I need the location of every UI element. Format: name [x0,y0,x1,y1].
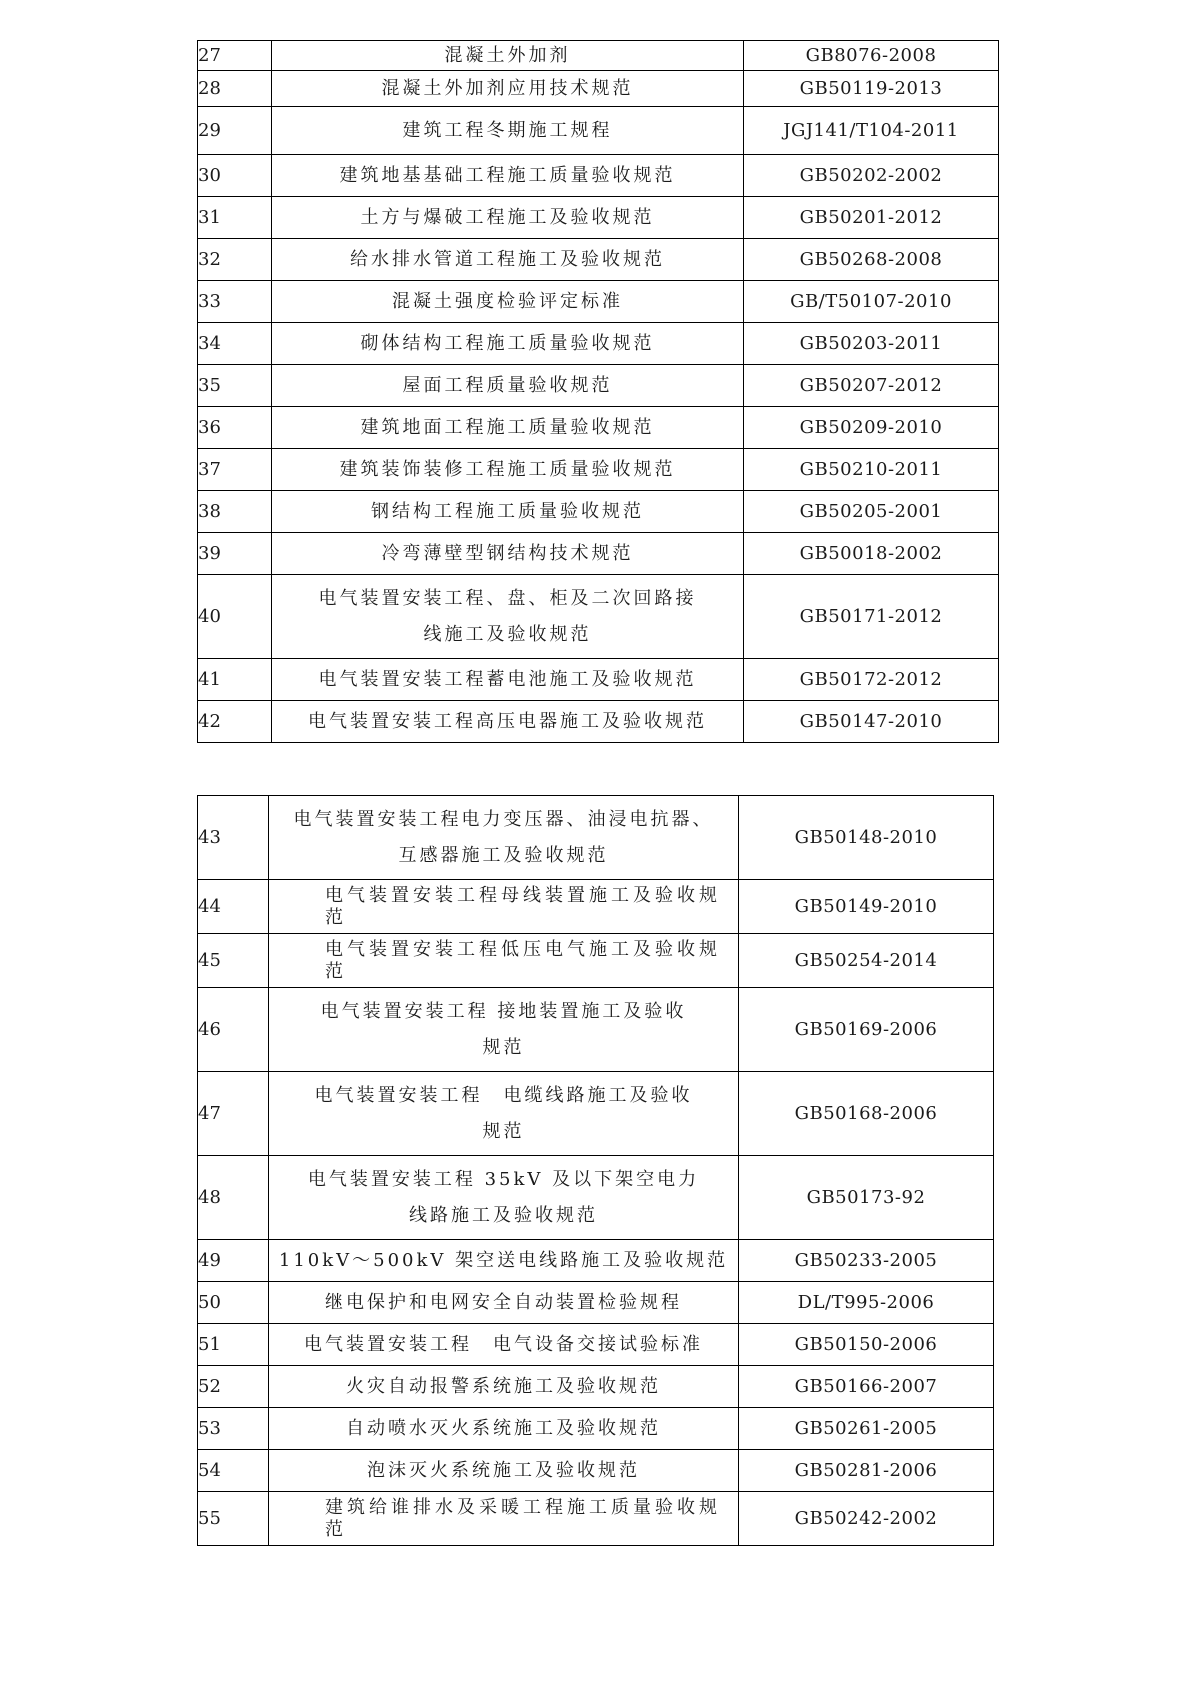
table-row [198,659,999,701]
standard-name: 电气装置安装工程 电气设备交接试验标准 [269,1324,739,1366]
table-row [198,1492,994,1546]
table-row [198,1240,994,1282]
standard-code: GB50148-2010 [739,796,994,880]
standard-code: GB50119-2013 [744,71,999,107]
table-row [198,41,999,71]
table-row [198,934,994,988]
table-row [198,1282,994,1324]
standard-code: GB50261-2005 [739,1408,994,1450]
standard-name-line2: 范 [325,1518,347,1540]
row-number: 44 [198,880,269,934]
standard-code: GB50254-2014 [739,934,994,988]
table-row [198,575,999,659]
standard-code: GB50281-2006 [739,1450,994,1492]
row-number: 27 [198,41,272,71]
standard-name: 建筑地面工程施工质量验收规范 [272,407,744,449]
standard-name: 混凝土外加剂应用技术规范 [272,71,744,107]
standard-name-line1: 建筑给谁排水及采暖工程施工质量验收规 [325,1496,721,1518]
standard-name: 冷弯薄壁型钢结构技术规范 [272,533,744,575]
table-row [198,1408,994,1450]
standard-name-line1: 电气装置安装工程电力变压器、油浸电抗器、 [293,808,714,830]
standard-code: GB8076-2008 [744,41,999,71]
standard-code: GB/T50107-2010 [744,281,999,323]
standard-code: GB50205-2001 [744,491,999,533]
row-number: 31 [198,197,272,239]
row-number: 48 [198,1156,269,1240]
standard-code: GB50201-2012 [744,197,999,239]
standard-code: GB50166-2007 [739,1366,994,1408]
standard-name-line1: 电气装置安装工程 35kV 及以下架空电力 [307,1168,700,1190]
row-number: 39 [198,533,272,575]
standard-code: GB50207-2012 [744,365,999,407]
table-row [198,1450,994,1492]
standard-name: 钢结构工程施工质量验收规范 [272,491,744,533]
standard-name-line2: 范 [325,960,347,982]
standard-code: GB50202-2002 [744,155,999,197]
table-row [198,533,999,575]
standard-code: JGJ141/T104-2011 [744,107,999,155]
standard-name-line1: 电气装置安装工程低压电气施工及验收规 [325,938,721,960]
standard-name: 建筑装饰装修工程施工质量验收规范 [272,449,744,491]
row-number: 51 [198,1324,269,1366]
row-number: 40 [198,575,272,659]
table-row [198,107,999,155]
row-number: 45 [198,934,269,988]
standard-code: GB50268-2008 [744,239,999,281]
table-row [198,1366,994,1408]
row-number: 28 [198,71,272,107]
table-row [198,701,999,743]
standard-name-line2: 线施工及验收规范 [423,623,592,645]
standard-code: GB50172-2012 [744,659,999,701]
standard-name [272,575,744,659]
standard-code: DL/T995-2006 [739,1282,994,1324]
table-row [198,988,994,1072]
table-row [198,1072,994,1156]
table-row [198,239,999,281]
standard-name: 混凝土外加剂 [272,41,744,71]
row-number: 55 [198,1492,269,1546]
standard-code: GB50147-2010 [744,701,999,743]
standard-name [269,1156,739,1240]
standard-code: GB50203-2011 [744,323,999,365]
standard-code: GB50150-2006 [739,1324,994,1366]
standard-name: 建筑工程冬期施工规程 [272,107,744,155]
table-row [198,365,999,407]
row-number: 52 [198,1366,269,1408]
standard-code: GB50149-2010 [739,880,994,934]
standard-name: 砌体结构工程施工质量验收规范 [272,323,744,365]
table-row [198,491,999,533]
table-row [198,323,999,365]
standard-name: 给水排水管道工程施工及验收规范 [272,239,744,281]
row-number: 33 [198,281,272,323]
standard-code: GB50173-92 [739,1156,994,1240]
row-number: 41 [198,659,272,701]
standard-name-line1: 电气装置安装工程、盘、柜及二次回路接 [318,587,697,609]
row-number: 43 [198,796,269,880]
standard-name: 自动喷水灭火系统施工及验收规范 [269,1408,739,1450]
table-row [198,796,994,880]
table-row [198,281,999,323]
standard-code: GB50209-2010 [744,407,999,449]
standard-code: GB50018-2002 [744,533,999,575]
standard-name-line2: 范 [325,906,347,928]
table-row [198,407,999,449]
standards-table-1 [197,40,999,743]
standard-name: 屋面工程质量验收规范 [272,365,744,407]
row-number: 50 [198,1282,269,1324]
standard-name [269,796,739,880]
table-row [198,449,999,491]
standard-name: 电气装置安装工程高压电器施工及验收规范 [272,701,744,743]
row-number: 37 [198,449,272,491]
standard-name-line1: 电气装置安装工程母线装置施工及验收规 [325,884,721,906]
table-row [198,880,994,934]
row-number: 36 [198,407,272,449]
standard-name: 土方与爆破工程施工及验收规范 [272,197,744,239]
standard-name [269,1072,739,1156]
standard-name-line2: 线路施工及验收规范 [409,1204,598,1226]
row-number: 30 [198,155,272,197]
standard-code: GB50168-2006 [739,1072,994,1156]
row-number: 53 [198,1408,269,1450]
row-number: 35 [198,365,272,407]
standard-name-line2: 规范 [482,1036,525,1058]
standard-name: 混凝土强度检验评定标准 [272,281,744,323]
row-number: 47 [198,1072,269,1156]
row-number: 46 [198,988,269,1072]
standard-name: 电气装置安装工程蓄电池施工及验收规范 [272,659,744,701]
row-number: 38 [198,491,272,533]
standard-name-line2: 互感器施工及验收规范 [398,844,609,866]
row-number: 29 [198,107,272,155]
table-row [198,155,999,197]
standard-name: 泡沫灭火系统施工及验收规范 [269,1450,739,1492]
table-row [198,1156,994,1240]
standard-name-line2: 规范 [482,1120,525,1142]
table-row [198,197,999,239]
standard-name: 110kV～500kV 架空送电线路施工及验收规范 [269,1240,739,1282]
standard-name: 火灾自动报警系统施工及验收规范 [269,1366,739,1408]
standard-name [269,934,739,988]
standard-name: 继电保护和电网安全自动装置检验规程 [269,1282,739,1324]
row-number: 49 [198,1240,269,1282]
table-row [198,71,999,107]
standard-name [269,988,739,1072]
standard-code: GB50171-2012 [744,575,999,659]
row-number: 42 [198,701,272,743]
standard-code: GB50169-2006 [739,988,994,1072]
standard-name [269,1492,739,1546]
standard-code: GB50210-2011 [744,449,999,491]
row-number: 54 [198,1450,269,1492]
standard-name-line1: 电气装置安装工程 电缆线路施工及验收 [314,1084,693,1106]
row-number: 34 [198,323,272,365]
table-row [198,1324,994,1366]
standard-name: 建筑地基基础工程施工质量验收规范 [272,155,744,197]
standard-name [269,880,739,934]
row-number: 32 [198,239,272,281]
standard-name-line1: 电气装置安装工程 接地装置施工及验收 [320,1000,687,1022]
standard-code: GB50242-2002 [739,1492,994,1546]
standards-table-2 [197,795,994,1546]
standard-code: GB50233-2005 [739,1240,994,1282]
